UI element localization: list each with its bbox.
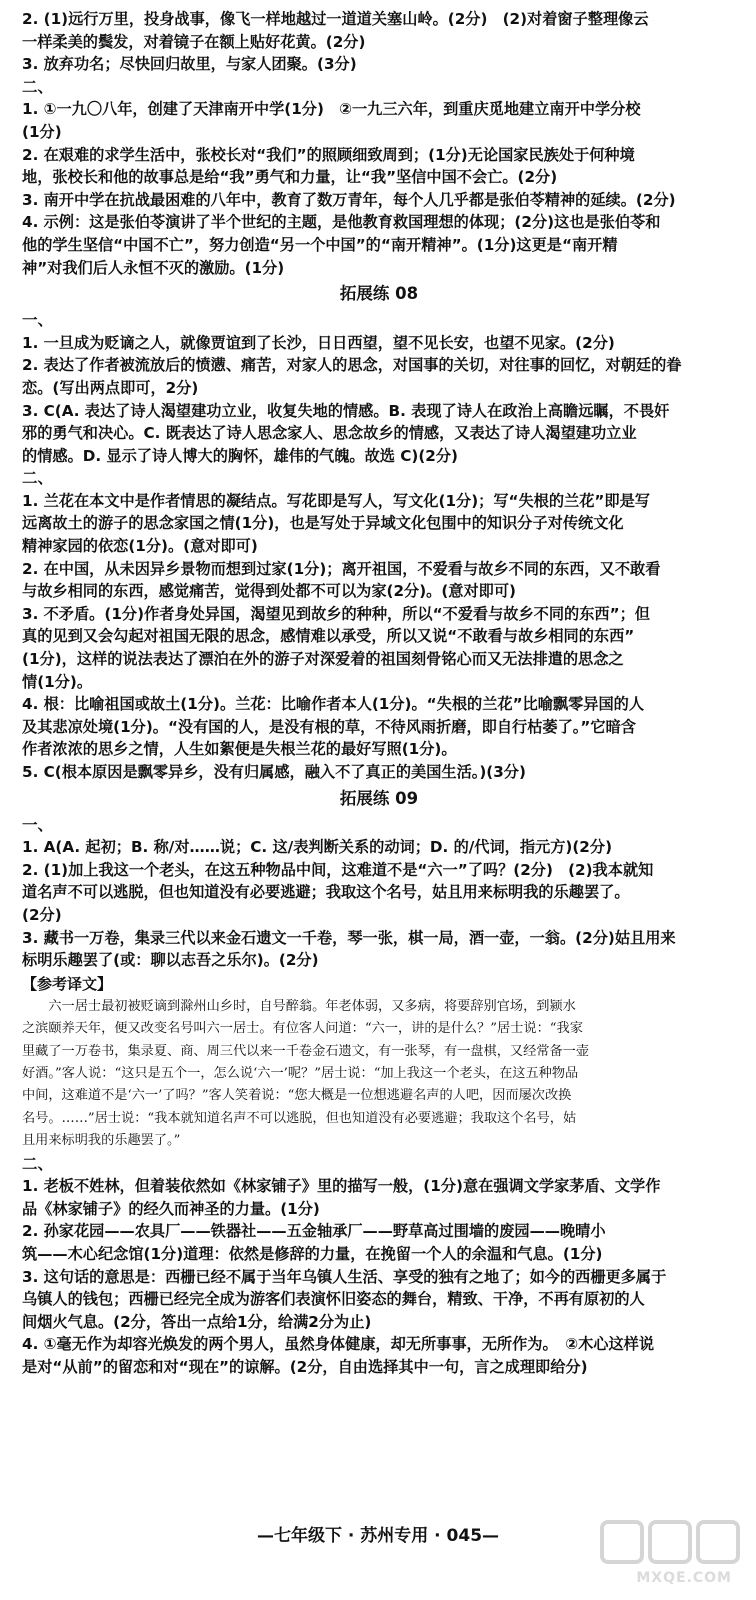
answer-item <box>22 189 736 212</box>
answer-item <box>22 927 736 972</box>
translation-line: 里藏了一万卷书，集录夏、商、周三代以来一千卷金石遗文，有一张琴，有一盘棋，又经常备一壶 <box>22 1043 590 1059</box>
answer-line: 1. 一旦成为贬谪之人，就像贾谊到了长沙，日日西望，望不见长安，也望不见家。(2分) <box>22 333 615 352</box>
answer-line: 3. 这句话的意思是：西栅已经不属于当年乌镇人生活、享受的独有之地了；如今的西栅更多属于 <box>22 1267 667 1286</box>
answer-item <box>22 603 736 693</box>
answer-line: 2. 在中国，从未因异乡景物而想到过家(1分)；离开祖国，不爱看与故乡不同的东西，又不敢看 <box>22 559 661 578</box>
answer-line: 邪的勇气和决心。C. 既表达了诗人思念家人、思念故乡的情感，又表达了诗人渴望建功立业 <box>22 424 637 443</box>
answer-item <box>22 761 736 784</box>
answer-line: 2. 在艰难的求学生活中，张校长对“我们”的照顾细致周到；(1分)无论国家民族处于何种境 <box>22 145 635 164</box>
answer-line: 及其悲凉处境(1分)。“没有国的人，是没有根的草，不待风雨折磨，即自行枯萎了。”它暗含 <box>22 717 636 736</box>
answer-item <box>22 8 736 53</box>
reference-translation-label: 【参考译文】 <box>22 974 113 993</box>
answer-line: 1. 老板不姓林，但着装依然如《林家铺子》里的描写一般，(1分)意在强调文学家茅盾、文学作 <box>22 1177 661 1196</box>
answer-item <box>22 98 736 143</box>
translation-line: 中间，这难道不是‘六一’了吗？”客人笑着说：“您大概是一位想逃避名声的人吧，因而屡次改换 <box>22 1088 572 1104</box>
answer-line: 3. 不矛盾。(1分)作者身处异国，渴望见到故乡的种种，所以“不爱看与故乡不同的东西”；但 <box>22 604 650 623</box>
s08-part2-answers <box>22 490 736 784</box>
answer-line: 2. 孙家花园——农具厂——铁器社——五金轴承厂——野草高过围墙的废园——晚晴小 <box>22 1222 606 1241</box>
answer-item <box>22 354 736 399</box>
answer-line: 品《林家铺子》的经久而神圣的力量。(1分) <box>22 1199 320 1218</box>
answer-line: 标明乐趣罢了(或：聊以志吾之乐尔)。(2分) <box>22 951 319 970</box>
answer-line: 2. (1)远行万里，投身战事，像飞一样地越过一道道关塞山岭。(2分) (2)对着窗子整理像云 <box>22 10 649 28</box>
translation-line: 六一居士最初被贬谪到滁州山乡时，自号醉翁。年老体弱，又多病，将要辞别官场，到颍水 <box>22 998 576 1014</box>
answer-line: (1分) <box>22 122 62 141</box>
answer-line: 道名声不可以逃脱，但也知道没有必要逃避；我取这个名号，姑且用来标明我的乐趣罢了。 <box>22 883 630 902</box>
answer-item <box>22 332 736 355</box>
answer-line: 地，张校长和他的故事总是给“我”勇气和力量，让“我”坚信中国不会亡。(2分) <box>22 168 558 187</box>
answer-item <box>22 558 736 603</box>
watermark-logo <box>596 1514 746 1594</box>
answer-item <box>22 1175 736 1220</box>
answer-line: 远离故土的游子的思念家国之情(1分)，也是写处于异域文化包围中的知识分子对传统文化 <box>22 514 624 533</box>
s09-part2-answers <box>22 1175 736 1378</box>
answer-line: 精神家园的依恋(1分)。(意对即可) <box>22 537 258 556</box>
answer-item <box>22 1266 736 1334</box>
answer-line: 1. A(A. 起初；B. 称/对……说；C. 这/表判断关系的动词；D. 的/代词，指元方)(2分) <box>22 838 613 857</box>
part-label: 一、 <box>22 311 54 330</box>
section-title-08: 拓展练 08 <box>339 284 419 304</box>
top-part2-answers <box>22 98 736 279</box>
answer-line: 情(1分)。 <box>22 672 93 691</box>
answer-line: 3. 南开中学在抗战最困难的八年中，教育了数万青年，每个人几乎都是张伯苓精神的延续。(2分) <box>22 190 676 209</box>
answer-line: 4. ①毫无作为却容光焕发的两个男人，虽然身体健康，却无所事事，无所作为。 ②木心这样说 <box>22 1335 655 1354</box>
translation-line: 之滨颐养天年，便又改变名号叫六一居士。有位客人问道：“六一，讲的是什么？”居士说：“我家 <box>22 1021 583 1037</box>
answer-line: 2. 表达了作者被流放后的愤懑、痛苦，对家人的思念，对国事的关切，对往事的回忆，对朝廷的眷 <box>22 356 682 375</box>
s08-part1-answers <box>22 332 736 468</box>
answer-line: 神”对我们后人永恒不灭的激励。(1分) <box>22 258 285 277</box>
top-answers <box>22 8 736 76</box>
section-title-09: 拓展练 09 <box>339 788 419 808</box>
answer-item <box>22 144 736 189</box>
s09-part1-answers <box>22 836 736 972</box>
part-label: 一、 <box>22 815 54 834</box>
answer-line: 间烟火气息。(2分，答出一点给1分，给满2分为止) <box>22 1312 372 1331</box>
answer-item <box>22 400 736 468</box>
answer-line: 3. 放弃功名；尽快回归故里，与家人团聚。(3分) <box>22 55 357 74</box>
answer-line: 一样柔美的鬓发，对着镜子在额上贴好花黄。(2分) <box>22 32 366 51</box>
answer-line: 作者浓浓的思乡之情，人生如絮便是失根兰花的最好写照(1分)。 <box>22 740 457 759</box>
answer-line: 4. 示例：这是张伯苓演讲了半个世纪的主题，是他教育救国理想的体现；(2分)这也是张伯苓和 <box>22 213 661 232</box>
reference-translation <box>22 996 736 1153</box>
answer-line: 2. (1)加上我这一个老头，在这五种物品中间，这难道不是“六一”了吗？(2分) (2)我本就知 <box>22 860 654 879</box>
answer-line: 1. 兰花在本文中是作者情思的凝结点。写花即是写人，写文化(1分)；写“失根的兰花”即是写 <box>22 491 650 510</box>
answer-line: 1. ①一九〇八年，创建了天津南开中学(1分) ②一九三六年，到重庆觅地建立南开中学分校 <box>22 100 641 119</box>
answer-line: (1分)，这样的说法表达了漂泊在外的游子对深爱着的祖国刻骨铭心而又无法排遣的思念之 <box>22 650 624 669</box>
translation-line: 好酒。”客人说：“这只是五个一，怎么说‘六一’呢？”居士说：“加上我这一个老头，在这五种物品 <box>22 1065 579 1081</box>
part-label: 二、 <box>22 469 54 488</box>
answer-line: 4. 根：比喻祖国或故土(1分)。兰花：比喻作者本人(1分)。“失根的兰花”比喻飘零异国的人 <box>22 695 645 714</box>
answer-item <box>22 1333 736 1378</box>
answer-line: (2分) <box>22 905 62 924</box>
answer-item <box>22 836 736 859</box>
answer-line: 5. C(根本原因是飘零异乡，没有归属感，融入不了真正的美国生活。)(3分) <box>22 763 526 781</box>
part-label: 二、 <box>22 77 54 96</box>
watermark-text: MXQE.COM <box>636 1570 732 1586</box>
translation-line: 且用来标明我的乐趣罢了。” <box>22 1133 181 1149</box>
answer-line: 真的见到又会勾起对祖国无限的思念，感情难以承受，所以又说“不敢看与故乡相同的东西” <box>22 627 635 646</box>
answer-line: 筑——木心纪念馆(1分)道理：依然是修辞的力量，在挽留一个人的余温和气息。(1分) <box>22 1244 603 1263</box>
answer-item <box>22 1220 736 1265</box>
answer-line: 3. C(A. 表达了诗人渴望建功立业，收复失地的情感。B. 表现了诗人在政治上高瞻远瞩，不畏奸 <box>22 401 670 420</box>
translation-line: 名号。……”居士说：“我本就知道名声不可以逃脱，但也知道没有必要逃避；我取这个名号，姑 <box>22 1110 577 1126</box>
answer-line: 他的学生坚信“中国不亡”，努力创造“另一个中国”的“南开精神”。(1分)这更是“南开精 <box>22 235 618 254</box>
answer-line: 恋。(写出两点即可，2分) <box>22 378 199 397</box>
answer-line: 的情感。D. 显示了诗人博大的胸怀，雄伟的气魄。故选 C)(2分) <box>22 446 458 465</box>
answer-page <box>22 8 736 1379</box>
answer-item <box>22 490 736 558</box>
answer-line: 是对“从前”的留恋和对“现在”的谅解。(2分，自由选择其中一句，言之成理即给分) <box>22 1357 588 1376</box>
answer-line: 乌镇人的钱包；西栅已经完全成为游客们表演怀旧姿态的舞台，精致、干净，不再有原初的人 <box>22 1290 645 1309</box>
answer-item <box>22 211 736 279</box>
answer-line: 与故乡相同的东西，感觉痛苦，觉得到处都不可以为家(2分)。(意对即可) <box>22 582 516 601</box>
page-footer: —七年级下 · 苏州专用 · 045— <box>256 1526 500 1546</box>
answer-item <box>22 693 736 761</box>
part-label: 二、 <box>22 1154 54 1173</box>
answer-item <box>22 859 736 927</box>
answer-item <box>22 53 736 76</box>
answer-line: 3. 藏书一万卷，集录三代以来金石遗文一千卷，琴一张，棋一局，酒一壶，一翁。(2分)姑且用来 <box>22 928 676 947</box>
